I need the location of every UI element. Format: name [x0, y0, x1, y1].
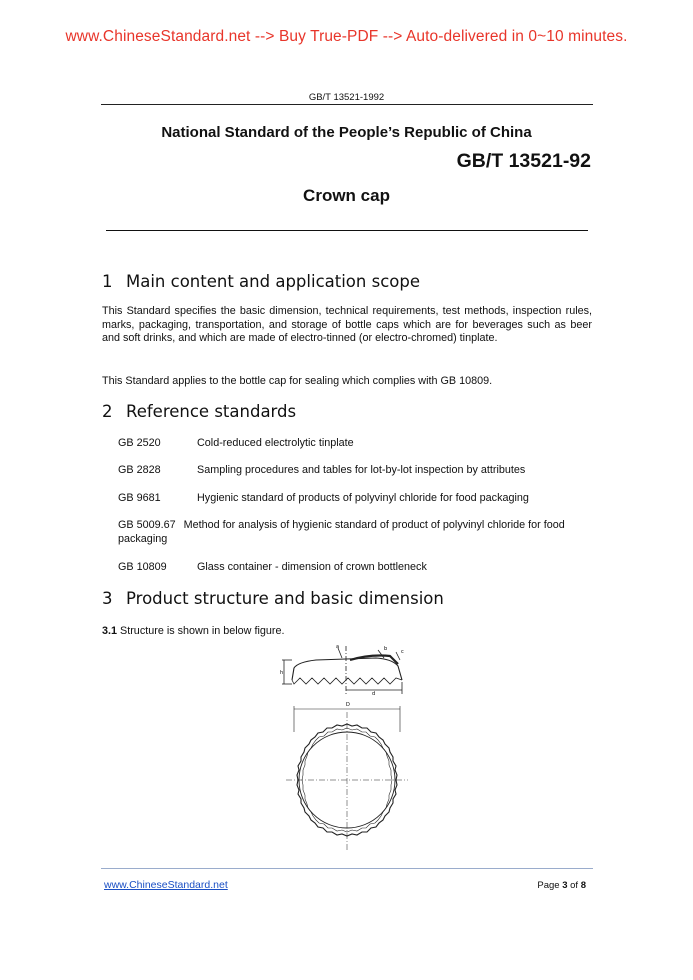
reference-item [118, 492, 592, 506]
promo-banner[interactable]: www.ChineseStandard.net --> Buy True-PDF --> Auto-delivered in 0~10 minutes. [65, 28, 628, 45]
section-1-paragraph: This Standard specifies the basic dimension, technical requirements, test methods, inspection rules, marks, packaging, transportation, and storage of bottle caps which are for beverages such as beer and soft drinks, and which are made of electro-tinned (or electro-chromed) tinplate. [102, 305, 592, 345]
page-word: Page [537, 880, 563, 891]
standard-name: Crown cap [303, 186, 390, 205]
page-indicator [537, 880, 586, 891]
reference-item [118, 437, 592, 451]
section-1-heading [102, 272, 420, 291]
page-current: 3 [562, 880, 568, 891]
crown-cap-figure [280, 642, 420, 857]
figure-label-b: b [384, 646, 388, 652]
clause-text: Structure is shown in below figure. [117, 625, 285, 637]
reference-title: Cold-reduced electrolytic tinplate [197, 437, 354, 449]
title-rule [106, 230, 588, 231]
figure-label-a: a [336, 644, 340, 650]
footer-rule [101, 868, 593, 869]
reference-code: GB 5009.67 [118, 519, 176, 531]
reference-item [118, 519, 592, 546]
reference-code: GB 9681 [118, 492, 161, 504]
reference-code: GB 10809 [118, 561, 167, 573]
section-3-heading [102, 589, 444, 608]
footer-site-link[interactable]: www.ChineseStandard.net [104, 879, 228, 891]
figure-label-h: h [280, 670, 284, 676]
running-header: GB/T 13521-1992 [308, 92, 385, 103]
section-title: Reference standards [126, 402, 297, 421]
figure-label-d: d [372, 691, 376, 697]
reference-item [118, 561, 592, 575]
section-number: 2 [102, 402, 113, 421]
section-title: Product structure and basic dimension [126, 589, 444, 608]
standard-number: GB/T 13521-92 [456, 150, 591, 172]
section-2-heading [102, 402, 296, 421]
cap-side-view [282, 646, 402, 694]
reference-title: Glass container - dimension of crown bottleneck [197, 561, 427, 573]
document-title: National Standard of the People’s Republic of China [161, 124, 532, 141]
reference-title: Method for analysis of hygienic standard of product of polyvinyl chloride for food packaging [118, 519, 565, 545]
reference-item [118, 464, 592, 478]
figure-label-D: D [346, 702, 350, 708]
header-rule [101, 104, 593, 105]
clause-3-1 [102, 625, 592, 639]
reference-code: GB 2828 [118, 464, 161, 476]
page-total: 8 [580, 880, 586, 891]
reference-title: Sampling procedures and tables for lot-by-lot inspection by attributes [197, 464, 526, 476]
reference-title: Hygienic standard of products of polyvinyl chloride for food packaging [197, 492, 529, 504]
clause-number: 3.1 [102, 625, 118, 637]
section-number: 1 [102, 272, 113, 291]
cap-top-view [286, 706, 408, 850]
figure-label-c: c [401, 649, 404, 655]
section-title: Main content and application scope [126, 272, 420, 291]
section-number: 3 [102, 589, 113, 608]
page-of: of [567, 880, 581, 891]
reference-code: GB 2520 [118, 437, 161, 449]
section-1-paragraph: This Standard applies to the bottle cap for sealing which complies with GB 10809. [102, 375, 493, 387]
